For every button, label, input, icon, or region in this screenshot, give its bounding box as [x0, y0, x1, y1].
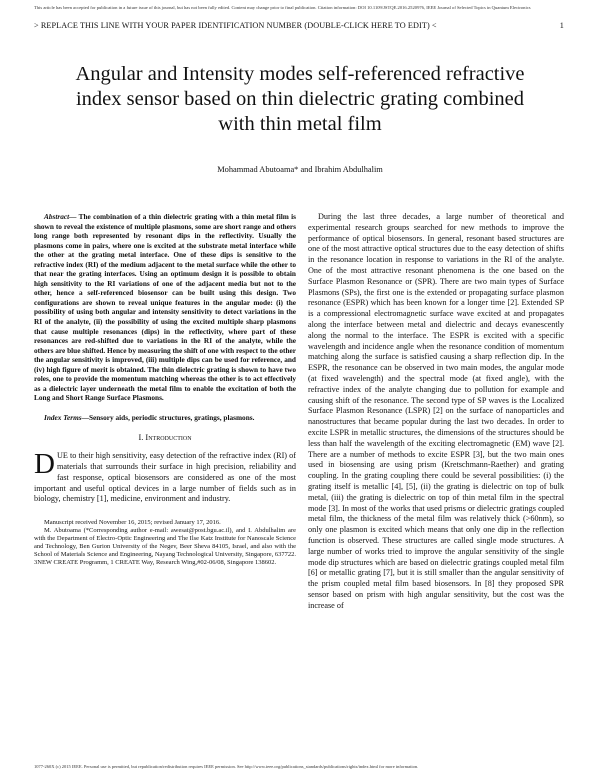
left-column: [34, 212, 296, 568]
footnote-received: Manuscript received November 16, 2015; revised January 17, 2016.: [44, 519, 221, 526]
abstract: [34, 212, 296, 403]
introduction-paragraph: [34, 448, 296, 505]
paper-title: Angular and Intensity modes self-referenced refractive index sensor based on thin dielectric grating combined with thin metal film: [75, 63, 525, 135]
introduction-text: to their high sensitivity, easy detection of the refractive index (RI) of materials that surrounds their surface in high precision, reliability and fast response, optical biosensors are considered as one of the most important and useful optical devices in a large number of fields such as in biology, chemistry [1], medicine, environment and industry.: [34, 451, 296, 504]
copyright-footer: 1077-260X (c) 2015 IEEE. Personal use is permitted, but republication/redistribution requires IEEE permission. See http://www.ieee.org/publications_standards/publications/rights/index.html for more information.: [34, 764, 419, 769]
index-terms: [34, 413, 296, 423]
header-text: > REPLACE THIS LINE WITH YOUR PAPER IDENTIFICATION NUMBER (DOUBLE-CLICK HERE TO EDIT) <: [34, 21, 437, 30]
index-terms-label: Index Terms: [44, 412, 82, 422]
abstract-text: — The combination of a thin dielectric grating with a thin metal film is shown to reveal the existence of multiple plasmons, some are short range and others long range both represented by resonant dips in the reflectivity. Usually the plasmons come in pairs, where one is excited at the substrate metal interface while the other at the grating metal interface. One of these dips is sensitive to the refractive index (RI) of the medium adjacent to the metal surface while the other to that near the grating interfaces. Using an optimum design it is possible to obtain high sensitivity to the RI variations of one of the adjacent media but not to the other, hence a self-referenced biosensor can be built using this design. Two configurations are shown to reveal unique features in the angular mode: (i) the possibility of using both angular and intensity sensitivity to detect variations in the RI of the analyte, (ii) the possibility of using the excited multiple sharp plasmons that cause multiple resonances (dips) in the reflectivity, where part of these resonances are red-shifted due to variations in the RI of the analyte, while the others are blue shifted. Hence by measuring the shift of one with respect to the other the angular sensitivity is improved, (iii) multiple dips can be used for reference, and (iv) high figure of merit is obtained. The thin dielectric grating is shown to have two roles, one to provide the momentum matching whereas the other is to act effectively as a dielectric layer underneath the metal film to enable the excitation of both the Long and Short Range Surface Plasmons.: [34, 212, 296, 403]
footnote-affiliations: M. Abutoama (*Corresponding author e-mail: awesat@post.bgu.ac.il), and I. Abdulhalim are with the Department of Electro-Optic Engineering and The Ilse Katz Institute for Nanoscale Science and Technology, Ben Gurion University of the Negev, Beer Sheva 84105, Israel, and also with the School of Materials Science and Engineering, Nayang Technological University, Singapore, 637722. 3NEW CREATE Programm, 1 CREATE Way, Research Wing,#02-06/08, Singapore 138602.: [34, 527, 296, 567]
abstract-label: Abstract: [44, 212, 70, 221]
index-terms-text: —Sensory aids, periodic structures, gratings, plasmons.: [81, 412, 255, 422]
first-word-rest: UE: [56, 451, 68, 461]
body-paragraph: During the last three decades, a large number of theoretical and experimental research groups searched for new methods to improve the performance of optical biosensors. In general, resonant based structures are one of the most attractive optical structures due to the easy detection of shifts in the resonance location in response to variations in the RI of the analyte. One of the most attractive resonant phenomena is the one based on the Surface Plasmon Resonance or (SPR). There are two main types of Surface Plasmons (SPs), the first one is the extended or propagating surface plasmon resonance (ESPR) which has been known for a longer time [2]. Extended SP is a compressional electromagnetic surface wave excited at and propagates along the interface between metal and dielectric and decays evanescently along the normal to the interface. The ESPR is excited with a specific wavelength and incidence angle when the resonance condition of momentum matching along the surface is satisfied causing a sharp reflection dip. In the ESPR, the resonance can be observed in two main modes, the angular mode (at fixed wavelength) and the spectral mode (at fixed angle), with the refractive index of the analyte changing due to pollution for example and causing shift of the resonance. The second type of SP waves is the Localized Surface Plasmon Resonance (LSPR) [2] on the surface of nanoparticles and nanostructures that became popular during the last two decades. In order to excite LSPR in metallic structures, the dimensions of the structures should be less than half the wavelength of the exciting electromagnetic (EM) wave [2]. There are a number of methods to excite ESPR [3], but the two main ones used in biosensing are using prism (Kretschmann-Raether) and grating coupling. In the grating coupling there could be several possibilities: (i) the grating itself is metallic [4], [5], (ii) the grating is dielectric on top of bulk metal, (iii) the grating is dielectric on top of thin metal film in the spectral mode [3]. In most of the works that used prisms or dielectric gratings coupled metal film, the thickness of the metal film was relatively thick (>60nm), so only one plasmon is excited which means that only one dip in the reflection function is observed. These structures are called single mode structures. A large number of works tried to improve the angular sensitivity of the single mode dip structures which are based on dielectric gratings coupled metal film [6] or metallic grating [7], but it is still smaller than the angular sensitivity of the prism coupled metal film based biosensors. In [8] they proposed SPR sensor based on prism with high angular sensitivity, but the cost was the increase of: [308, 212, 564, 610]
running-header: [34, 21, 564, 31]
author-list: Mohammad Abutoama* and Ibrahim Abdulhalim: [217, 165, 383, 174]
publication-notice: This article has been accepted for publication in a future issue of this journal, but has not been fully edited. Content may change prior to final publication. Citation information: DOI 10.1109/JSTQE.2016.2520976, IEEE Journal of Selected Topics in Quantum Electronics: [34, 5, 531, 10]
right-column: [308, 212, 564, 611]
page-number: 1: [559, 21, 564, 30]
section-heading-introduction: I. Introduction: [138, 433, 192, 443]
drop-cap: D: [34, 448, 55, 481]
